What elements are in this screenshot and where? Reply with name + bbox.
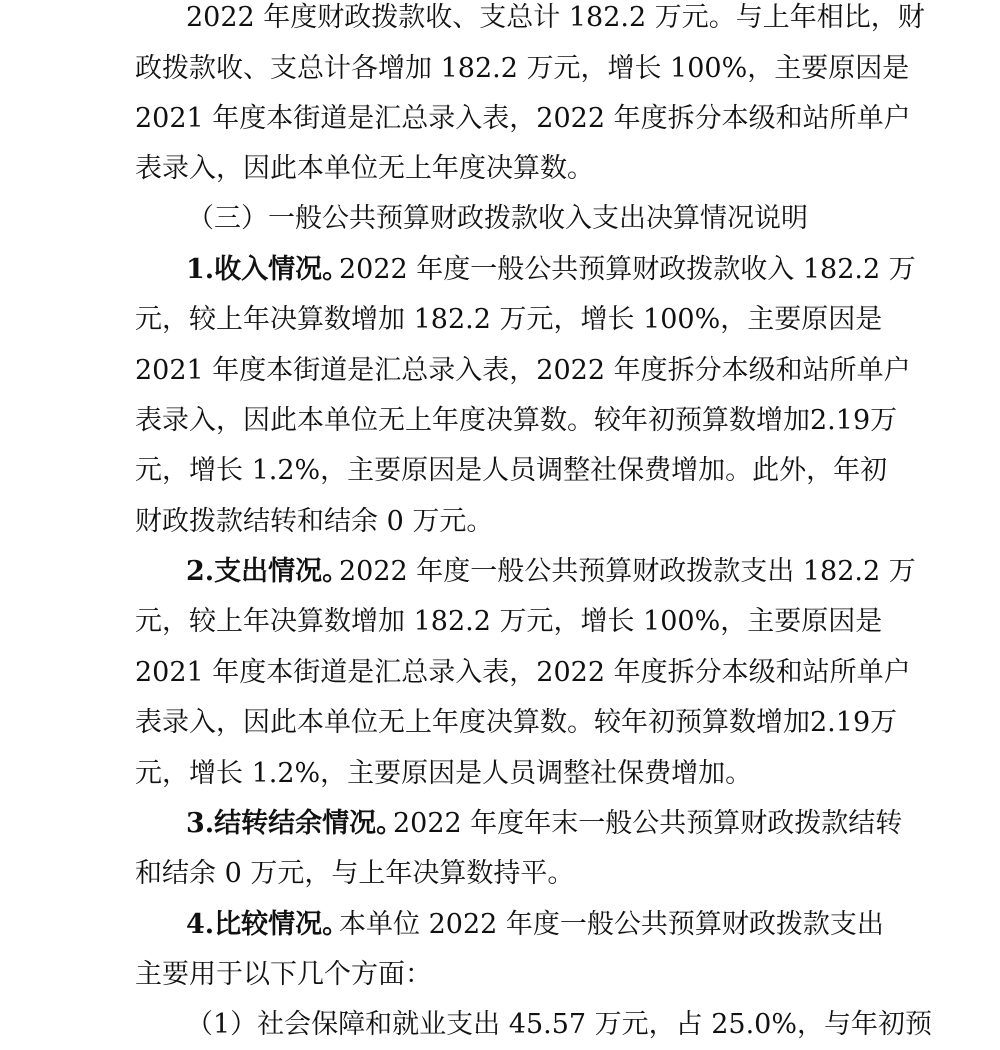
paragraph-line: [0, 94, 1000, 144]
paragraph-line: [0, 648, 1000, 698]
line-text: 财政拨款结转和结余 0 万元。: [135, 506, 494, 537]
paragraph-line: [0, 346, 1000, 396]
paragraph-line: [0, 446, 1000, 496]
line-text: 和结余 0 万元，与上年决算数持平。: [135, 858, 575, 889]
paragraph-line: [0, 849, 1000, 899]
paragraph-line: [0, 799, 1000, 849]
paragraph-lead: 4.比较情况。: [186, 909, 350, 940]
line-text: 表录入，因此本单位无上年度决算数。较年初预算数增加2.19万: [135, 707, 898, 738]
line-text: 2021 年度本街道是汇总录入表，2022 年度拆分本级和站所单户: [135, 103, 911, 134]
paragraph-line: [0, 497, 1000, 547]
paragraph-line: [0, 245, 1000, 295]
paragraph-lead: 3.结转结余情况。: [186, 808, 404, 839]
line-text: 本单位 2022 年度一般公共预算财政拨款支出: [339, 909, 884, 940]
paragraph-line: [0, 295, 1000, 345]
paragraph-line: [0, 698, 1000, 748]
line-text: 2022 年度一般公共预算财政拨款收入 182.2 万: [339, 254, 916, 285]
paragraph-line: [0, 547, 1000, 597]
paragraph-line: [0, 144, 1000, 194]
line-text: 主要用于以下几个方面：: [135, 959, 432, 990]
paragraph-line: [0, 749, 1000, 799]
line-text: 表录入，因此本单位无上年度决算数。: [135, 153, 594, 184]
line-text: （1）社会保障和就业支出 45.57 万元，占 25.0%，与年初预: [186, 1009, 932, 1040]
paragraph-line: [0, 900, 1000, 950]
line-text: 2021 年度本街道是汇总录入表，2022 年度拆分本级和站所单户: [135, 657, 911, 688]
section-heading-text: （三）一般公共预算财政拨款收入支出决算情况说明: [187, 203, 808, 234]
line-text: 元，较上年决算数增加 182.2 万元，增长 100%，主要原因是: [135, 304, 883, 335]
line-text: 2021 年度本街道是汇总录入表，2022 年度拆分本级和站所单户: [135, 355, 911, 386]
line-text: 政拨款收、支总计各增加 182.2 万元，增长 100%，主要原因是: [135, 53, 910, 84]
paragraph-lead: 2.支出情况。: [186, 556, 350, 587]
line-text: 2022 年度年末一般公共预算财政拨款结转: [393, 808, 903, 839]
paragraph-line: [0, 396, 1000, 446]
line-text: 2022 年度财政拨款收、支总计 182.2 万元。与上年相比，财: [186, 2, 925, 33]
paragraph-lead: 1.收入情况。: [186, 254, 350, 285]
line-text: 元，增长 1.2%，主要原因是人员调整社保费增加。此外，年初: [135, 455, 888, 486]
paragraph-line: [0, 44, 1000, 94]
section-heading: [0, 194, 1000, 244]
line-text: 表录入，因此本单位无上年度决算数。较年初预算数增加2.19万: [135, 405, 898, 436]
paragraph-line: [0, 0, 1000, 43]
paragraph-line: [0, 597, 1000, 647]
paragraph-line: [0, 950, 1000, 1000]
line-text: 2022 年度一般公共预算财政拨款支出 182.2 万: [339, 556, 916, 587]
line-text: 元，较上年决算数增加 182.2 万元，增长 100%，主要原因是: [135, 606, 883, 637]
line-text: 元，增长 1.2%，主要原因是人员调整社保费增加。: [135, 758, 753, 789]
